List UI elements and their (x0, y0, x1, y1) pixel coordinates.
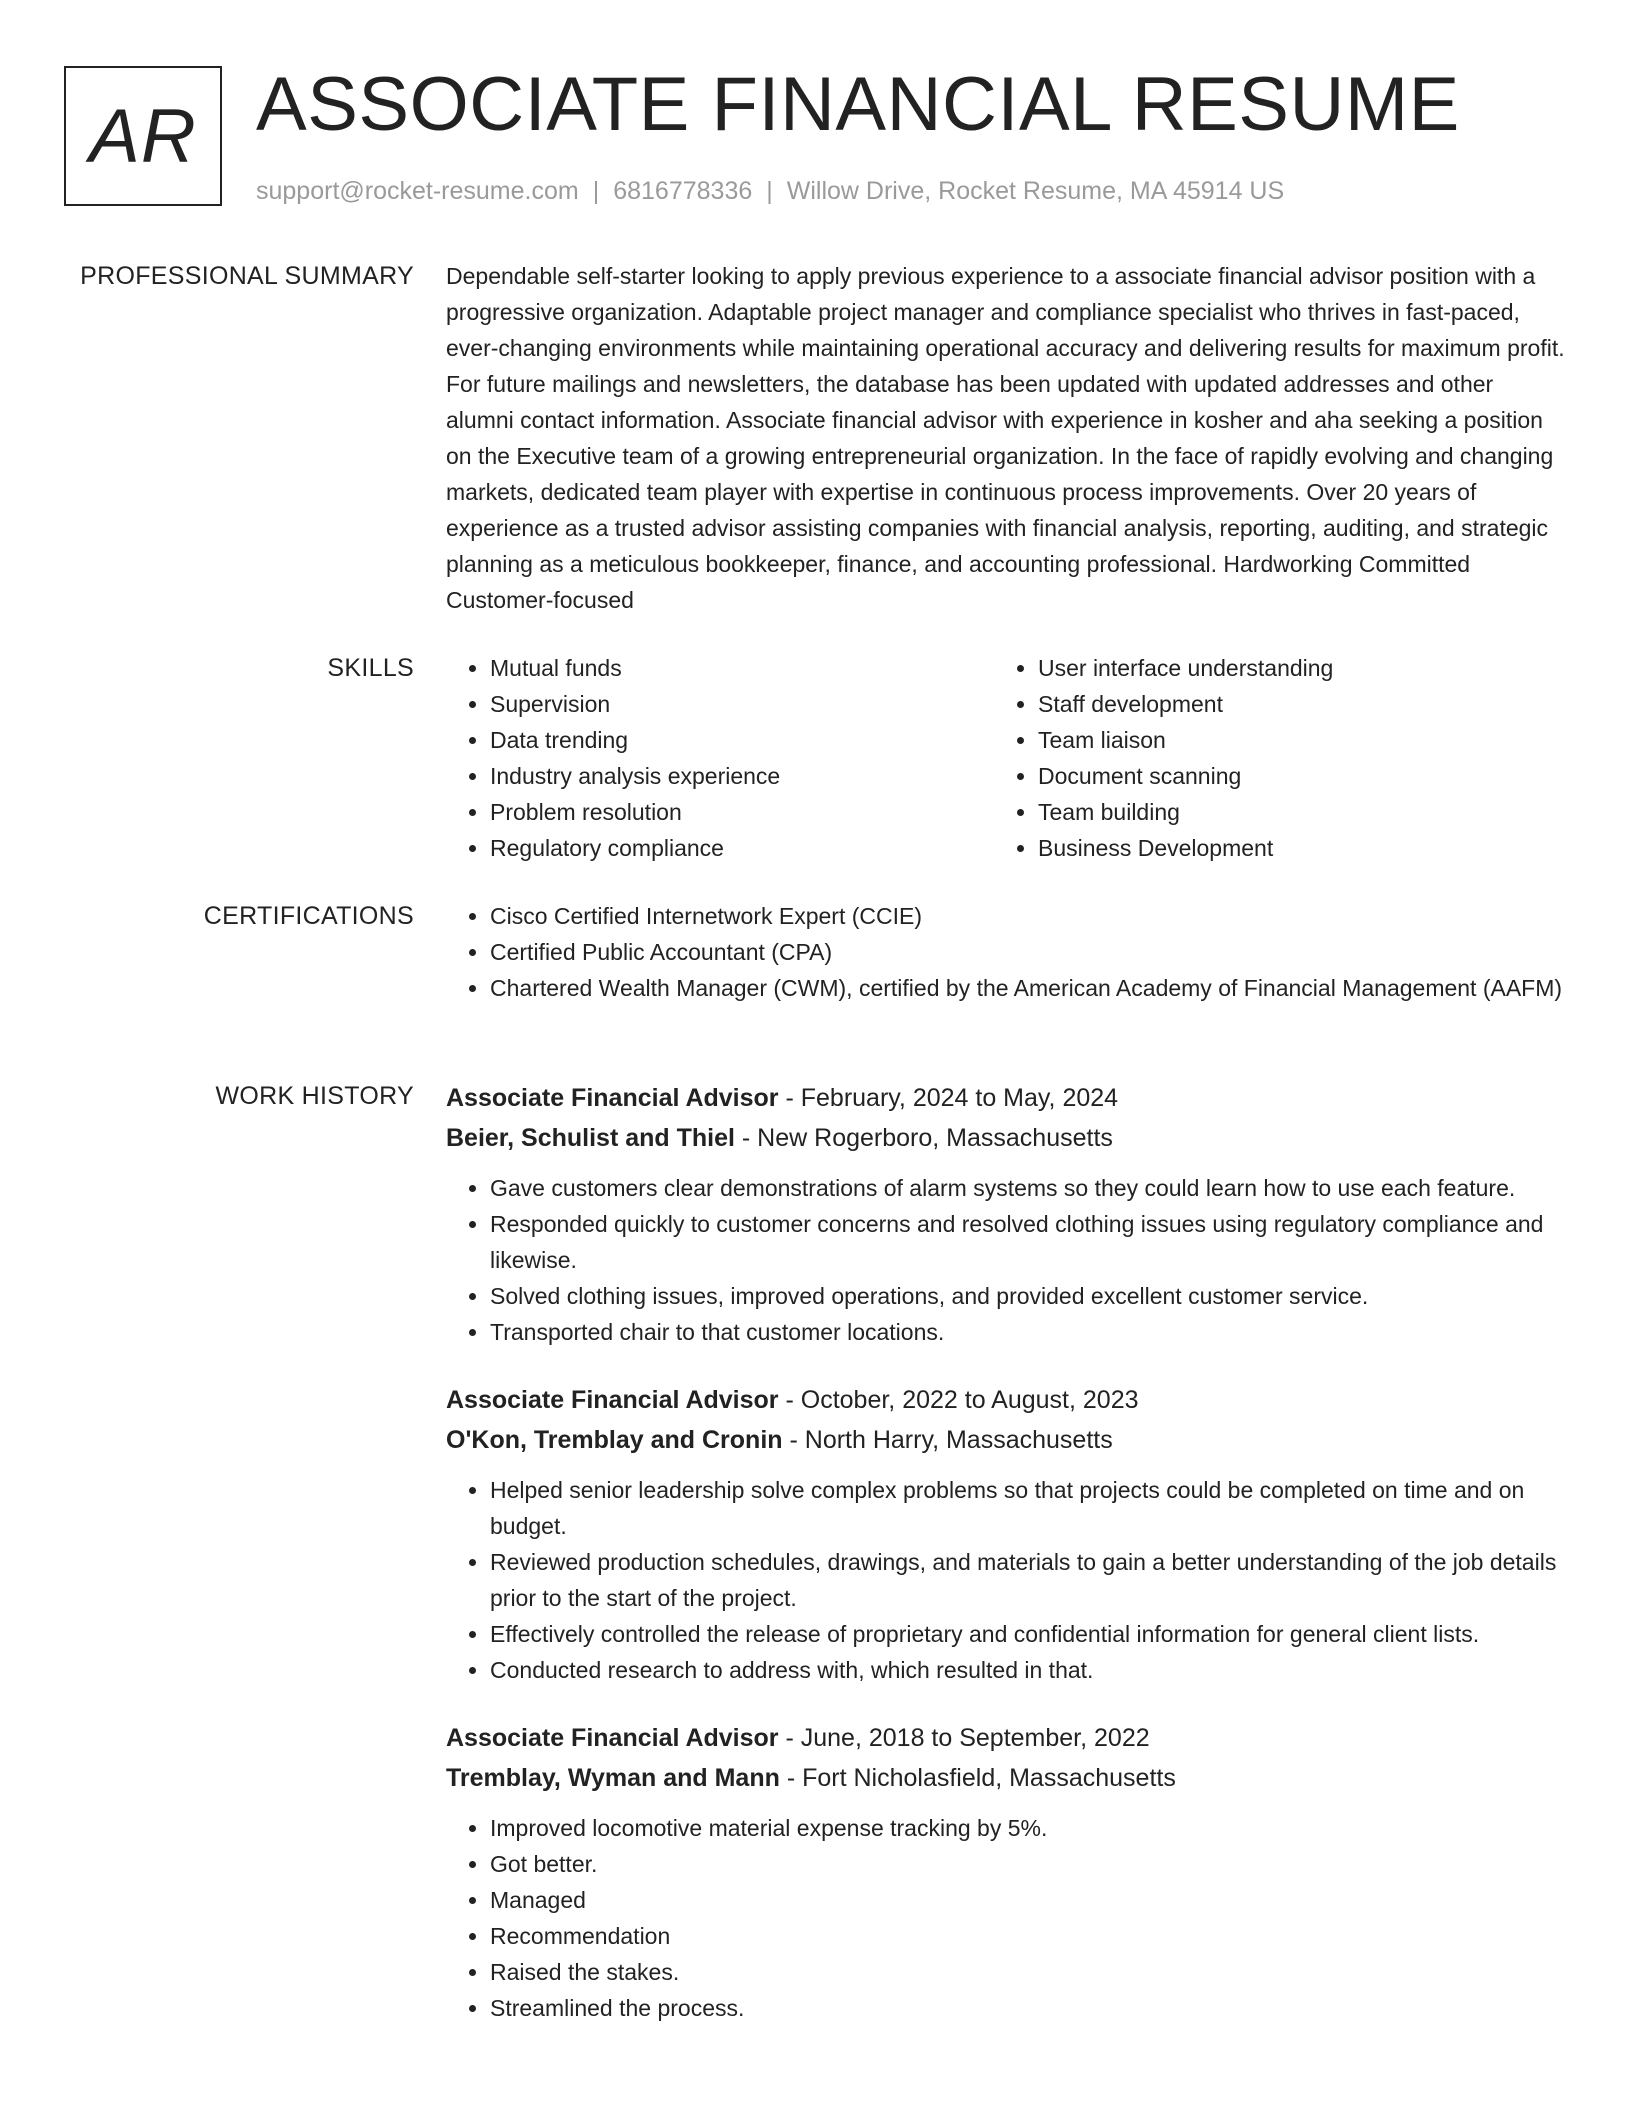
job-company-line (446, 1118, 1566, 1158)
job-bullet: • Recommendation (490, 1918, 1566, 1954)
job-title: Associate Financial Advisor (446, 1386, 779, 1414)
summary-label: PROFESSIONAL SUMMARY (80, 262, 414, 290)
job-company-line (446, 1420, 1566, 1460)
contact-separator: | (766, 177, 773, 205)
job-entry (446, 1718, 1566, 2026)
certification-item: • Certified Public Accountant (CPA) (490, 934, 1566, 970)
skill-item: • Document scanning (1038, 758, 1542, 794)
job-location: - Fort Nicholasfield, Massachusetts (779, 1764, 1176, 1792)
job-title-line (446, 1380, 1566, 1420)
job-company: O'Kon, Tremblay and Cronin (446, 1426, 783, 1454)
job-bullet: • Solved clothing issues, improved operations, and provided excellent customer service. (490, 1278, 1566, 1314)
job-location: - North Harry, Massachusetts (782, 1426, 1113, 1454)
skills-label: SKILLS (327, 654, 414, 682)
certifications-label: CERTIFICATIONS (203, 902, 414, 930)
skill-item: • Staff development (1038, 686, 1542, 722)
skills-body (446, 650, 1566, 866)
work-history-body (446, 1078, 1566, 2026)
email[interactable]: support@rocket-resume.com (256, 177, 579, 205)
job-bullet: • Managed (490, 1882, 1566, 1918)
contact-line (256, 174, 1284, 208)
skills-list-right (994, 650, 1542, 866)
job-dates: - June, 2018 to September, 2022 (778, 1724, 1150, 1752)
summary-body (446, 258, 1566, 618)
job-company-line (446, 1758, 1566, 1798)
job-bullet: • Reviewed production schedules, drawings, and materials to gain a better understanding of the job details prior to the start of the project. (490, 1544, 1566, 1616)
certifications-body (446, 898, 1566, 1006)
skill-item: • Business Development (1038, 830, 1542, 866)
certifications-list (446, 898, 1566, 1006)
job-entry (446, 1380, 1566, 1688)
skill-item: • Regulatory compliance (490, 830, 994, 866)
job-bullet: • Gave customers clear demonstrations of alarm systems so they could learn how to use each feature. (490, 1170, 1566, 1206)
skill-item: • Mutual funds (490, 650, 994, 686)
job-bullet: • Responded quickly to customer concerns and resolved clothing issues using regulatory compliance and likewise. (490, 1206, 1566, 1278)
monogram: AR (64, 66, 222, 206)
job-entry (446, 1078, 1566, 1350)
job-title: Associate Financial Advisor (446, 1724, 779, 1752)
job-bullet: • Helped senior leadership solve complex problems so that projects could be completed on time and on budget. (490, 1472, 1566, 1544)
job-title-line (446, 1078, 1566, 1118)
job-title: Associate Financial Advisor (446, 1084, 779, 1112)
job-bullets (446, 1810, 1566, 2026)
job-bullets (446, 1472, 1566, 1688)
certification-item: • Chartered Wealth Manager (CWM), certified by the American Academy of Financial Management (AAFM) (490, 970, 1566, 1006)
skills-list-left (446, 650, 994, 866)
job-bullets (446, 1170, 1566, 1350)
skill-item: • Data trending (490, 722, 994, 758)
job-bullet: • Streamlined the process. (490, 1990, 1566, 2026)
skill-item: • Problem resolution (490, 794, 994, 830)
job-company: Beier, Schulist and Thiel (446, 1124, 735, 1152)
job-title-line (446, 1718, 1566, 1758)
skill-item: • Team liaison (1038, 722, 1542, 758)
skill-item: • Team building (1038, 794, 1542, 830)
address: Willow Drive, Rocket Resume, MA 45914 US (786, 177, 1285, 205)
skill-item: • Industry analysis experience (490, 758, 994, 794)
job-bullet: • Raised the stakes. (490, 1954, 1566, 1990)
summary-text: Dependable self-starter looking to apply previous experience to a associate financial advisor position with a progressive organization. Adaptable project manager and compliance specialist who thrives in fast-paced, ever-changing environments while maintaining operational accuracy and delivering results for maximum profit. For future mailings and newsletters, the database has been updated with updated addresses and other alumni contact information. Associate financial advisor with experience in kosher and aha seeking a position on the Executive team of a growing entrepreneurial organization. In the face of rapidly evolving and changing markets, dedicated team player with expertise in continuous process improvements. Over 20 years of experience as a trusted advisor assisting companies with financial analysis, reporting, auditing, and strategic planning as a meticulous bookkeeper, finance, and accounting professional. Hardworking Committed Customer-focused (446, 263, 1565, 613)
skill-item: • Supervision (490, 686, 994, 722)
page-title: ASSOCIATE FINANCIAL RESUME (256, 62, 1460, 147)
job-bullet: • Effectively controlled the release of proprietary and confidential information for general client lists. (490, 1616, 1566, 1652)
phone[interactable]: 6816778336 (613, 177, 753, 205)
job-company: Tremblay, Wyman and Mann (446, 1764, 780, 1792)
contact-separator: | (592, 177, 600, 205)
job-bullet: • Transported chair to that customer locations. (490, 1314, 1566, 1350)
skill-item: • User interface understanding (1038, 650, 1542, 686)
job-bullet: • Conducted research to address with, which resulted in that. (490, 1652, 1566, 1688)
job-dates: - February, 2024 to May, 2024 (778, 1084, 1119, 1112)
work-history-label: WORK HISTORY (215, 1082, 414, 1110)
job-location: - New Rogerboro, Massachusetts (734, 1124, 1113, 1152)
job-dates: - October, 2022 to August, 2023 (778, 1386, 1139, 1414)
job-bullet: • Improved locomotive material expense tracking by 5%. (490, 1810, 1566, 1846)
job-bullet: • Got better. (490, 1846, 1566, 1882)
certification-item: • Cisco Certified Internetwork Expert (CCIE) (490, 898, 1566, 934)
